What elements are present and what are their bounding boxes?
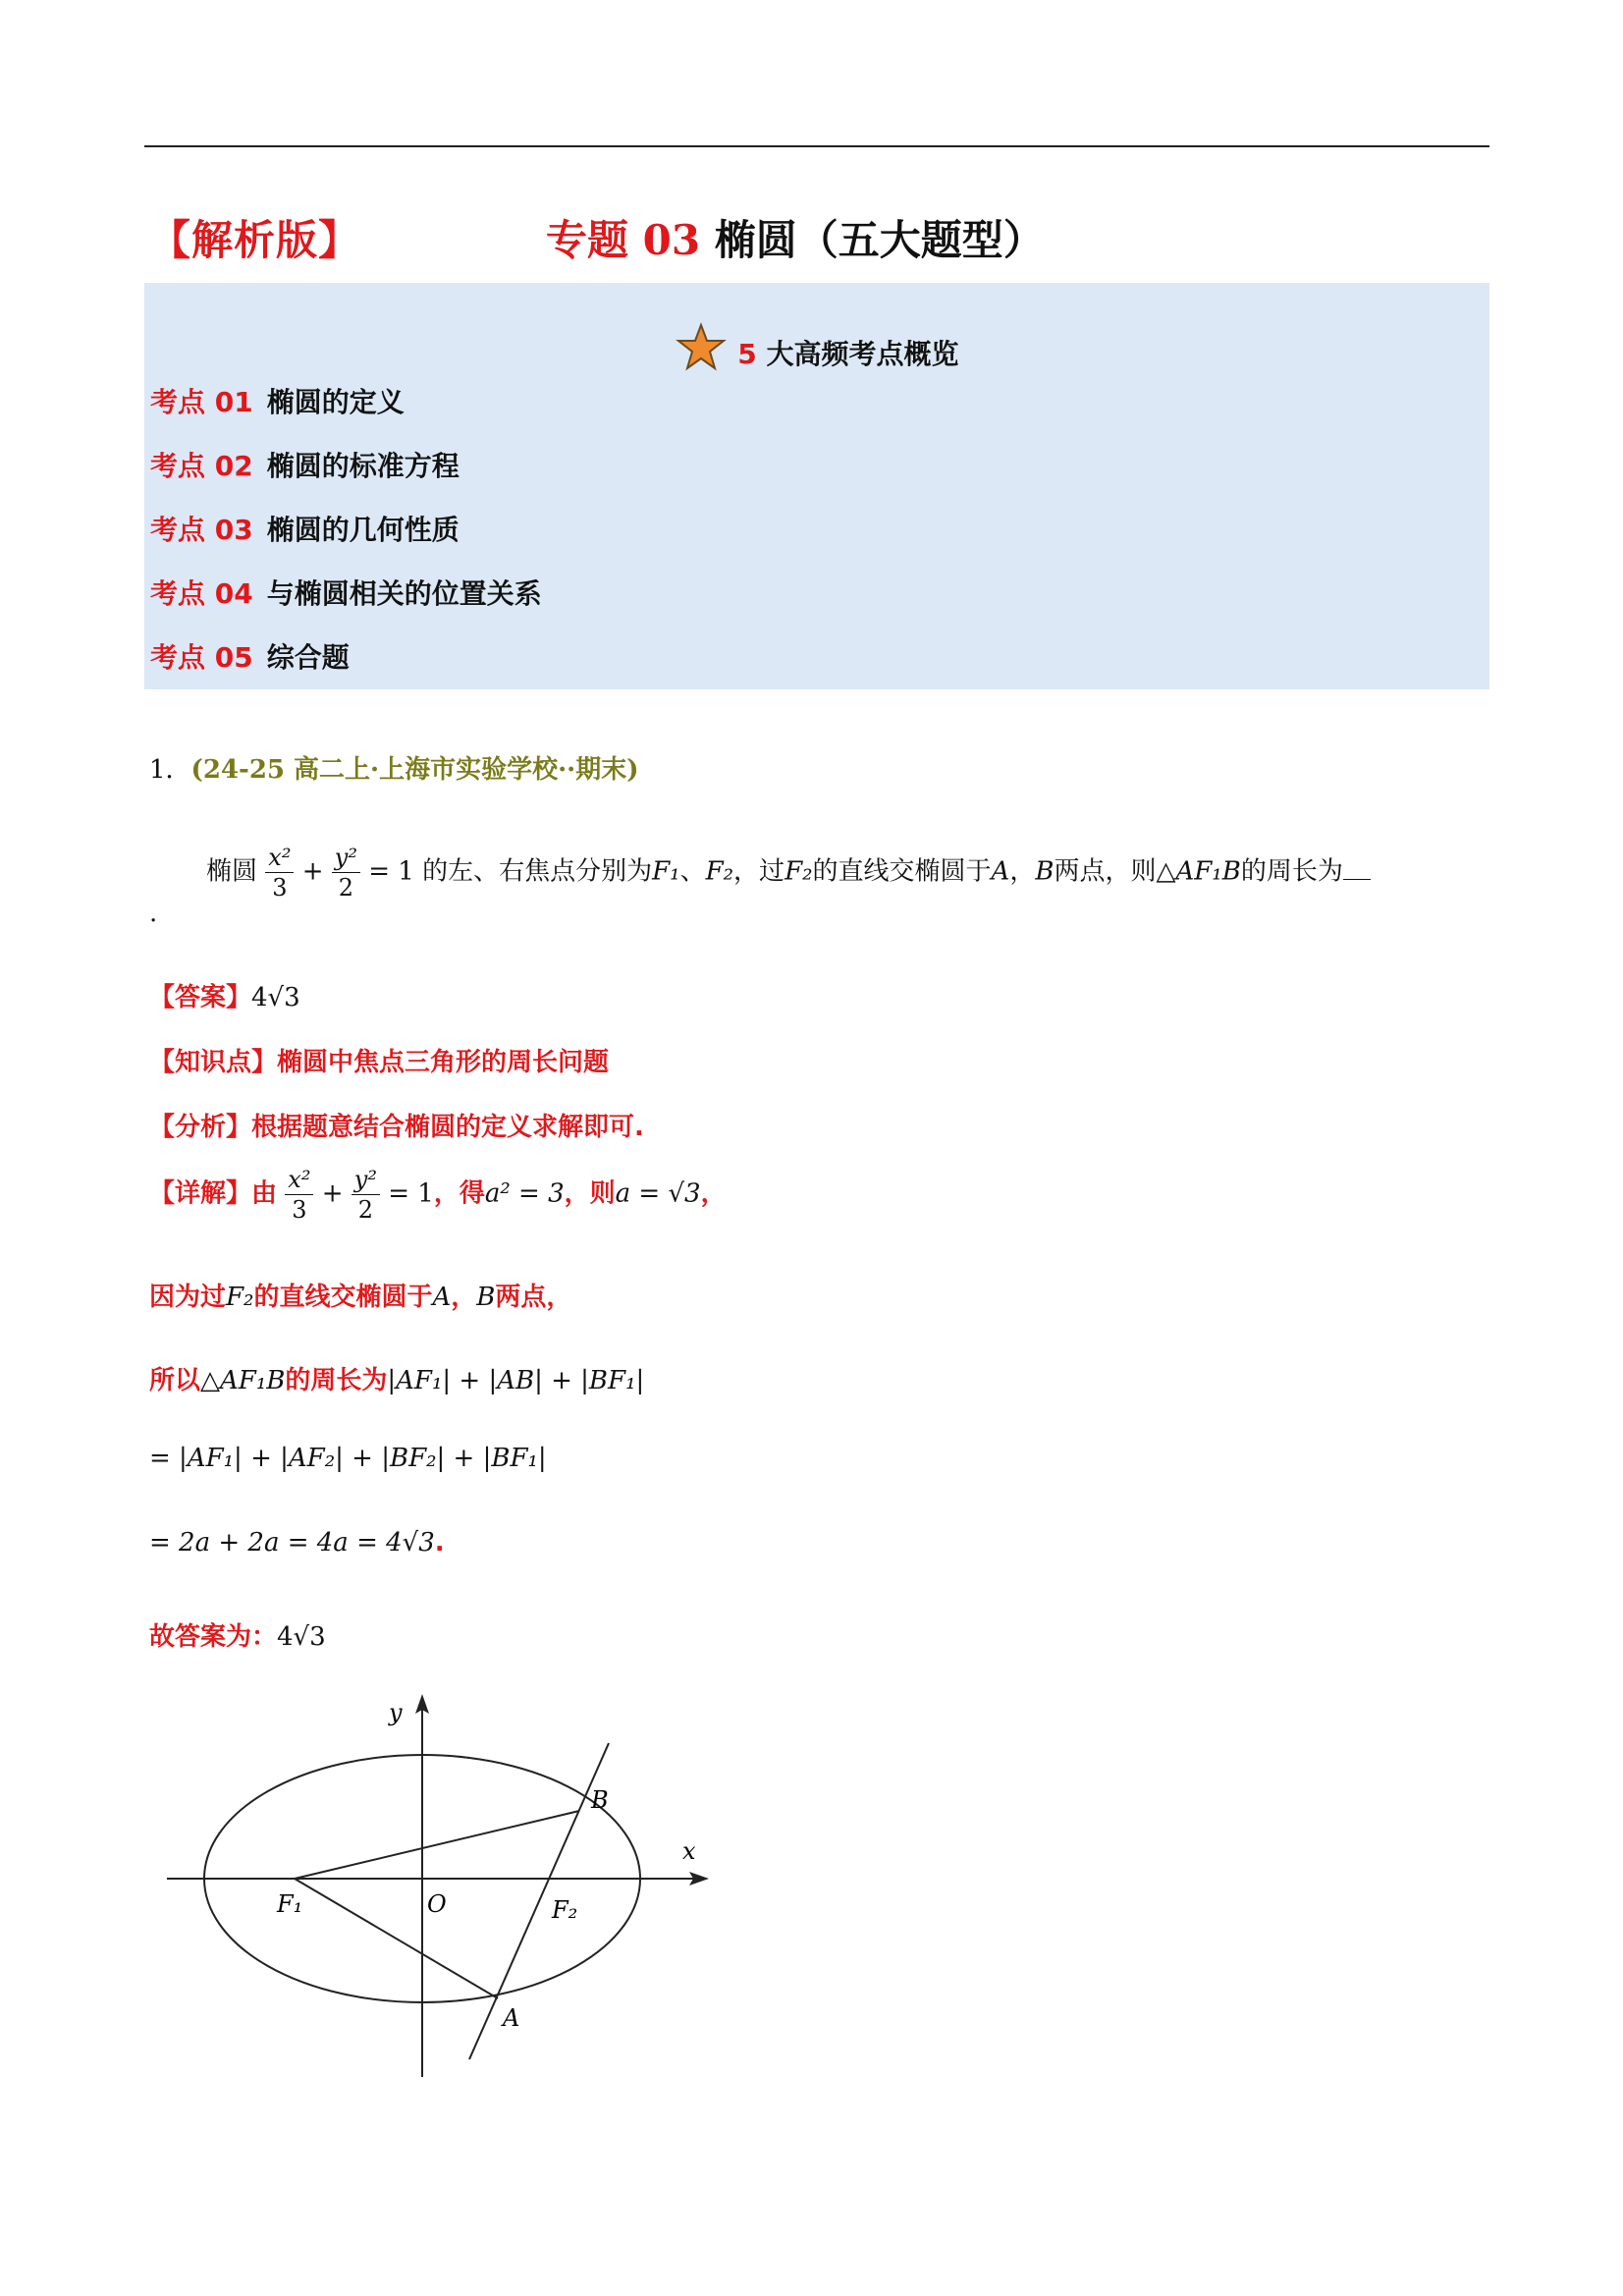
detail-line: 【详解】由 $\frac{\text{x²}}{3}$ + $\frac{\text{y²}}{2}$ = 1，得a² = 3，则a = √3， — [149, 1166, 727, 1224]
star-icon — [676, 322, 727, 380]
knowledge-line: 【知识点】椭圆中焦点三角形的周长问题 — [149, 1048, 610, 1077]
segment-f1b — [295, 1811, 579, 1879]
detail-line-3: 所以△AF₁B的周长为|AF₁| + |AB| + |BF₁| — [149, 1366, 645, 1395]
topic-prefix: 专题 03 — [546, 216, 701, 264]
detail-line-4: = |AF₁| + |AF₂| + |BF₂| + |BF₁| — [149, 1444, 547, 1473]
label-o: O — [427, 1890, 447, 1918]
header-rule — [144, 145, 1489, 147]
answer-blank — [1343, 879, 1371, 880]
final-answer-line: 故答案为：4√3 — [149, 1622, 326, 1652]
segment-f1a — [295, 1879, 498, 1998]
answer-line: 【答案】4√3 — [149, 983, 300, 1012]
question-number: 1． — [149, 755, 191, 785]
analysis-line: 【分析】根据题意结合椭圆的定义求解即可. — [149, 1113, 644, 1142]
overview-box — [144, 283, 1489, 689]
page-title — [546, 208, 1045, 267]
overview-item: 考点 01 椭圆的定义 — [150, 386, 405, 418]
question-source: (24-25 高二上·上海市实验学校··期末) — [190, 755, 639, 785]
overview-item: 考点 03 椭圆的几何性质 — [150, 514, 460, 546]
ellipse-figure — [147, 1684, 727, 2087]
overview-count: 5 — [737, 338, 757, 370]
question-header — [149, 749, 639, 786]
question-end: . — [149, 899, 158, 928]
topic-title: 椭圆（五大题型） — [714, 216, 1045, 264]
overview-heading — [144, 322, 1489, 380]
version-label: 【解析版】 — [149, 216, 361, 264]
question-text: 椭圆 $\frac{\text{x²}}{3}$ + $\frac{\text{y²}}{2}$ = 1 的左、右焦点分别为F₁、F₂，过F₂的直线交椭圆于A，B两点，则△AF₁B的周长为 — [206, 843, 1371, 902]
overview-heading-text: 大高频考点概览 — [766, 338, 959, 370]
label-f2: F₂ — [552, 1896, 578, 1924]
line-ab — [469, 1743, 609, 2059]
label-x: x — [682, 1837, 696, 1865]
label-b: B — [591, 1786, 609, 1814]
label-f1: F₁ — [277, 1890, 303, 1918]
fraction-y: $\frac{\text{y²}}{2}$ — [332, 843, 360, 902]
label-y: y — [389, 1699, 403, 1726]
overview-item: 考点 04 与椭圆相关的位置关系 — [150, 577, 542, 610]
fraction-x: $\frac{\text{x²}}{3}$ — [265, 843, 294, 902]
overview-item: 考点 02 椭圆的标准方程 — [150, 450, 460, 482]
detail-line-5: = 2a + 2a = 4a = 4√3. — [149, 1528, 445, 1558]
overview-item: 考点 05 综合题 — [150, 641, 350, 674]
detail-line-2: 因为过F₂的直线交椭圆于A，B两点， — [149, 1283, 572, 1312]
label-a: A — [503, 2004, 520, 2032]
